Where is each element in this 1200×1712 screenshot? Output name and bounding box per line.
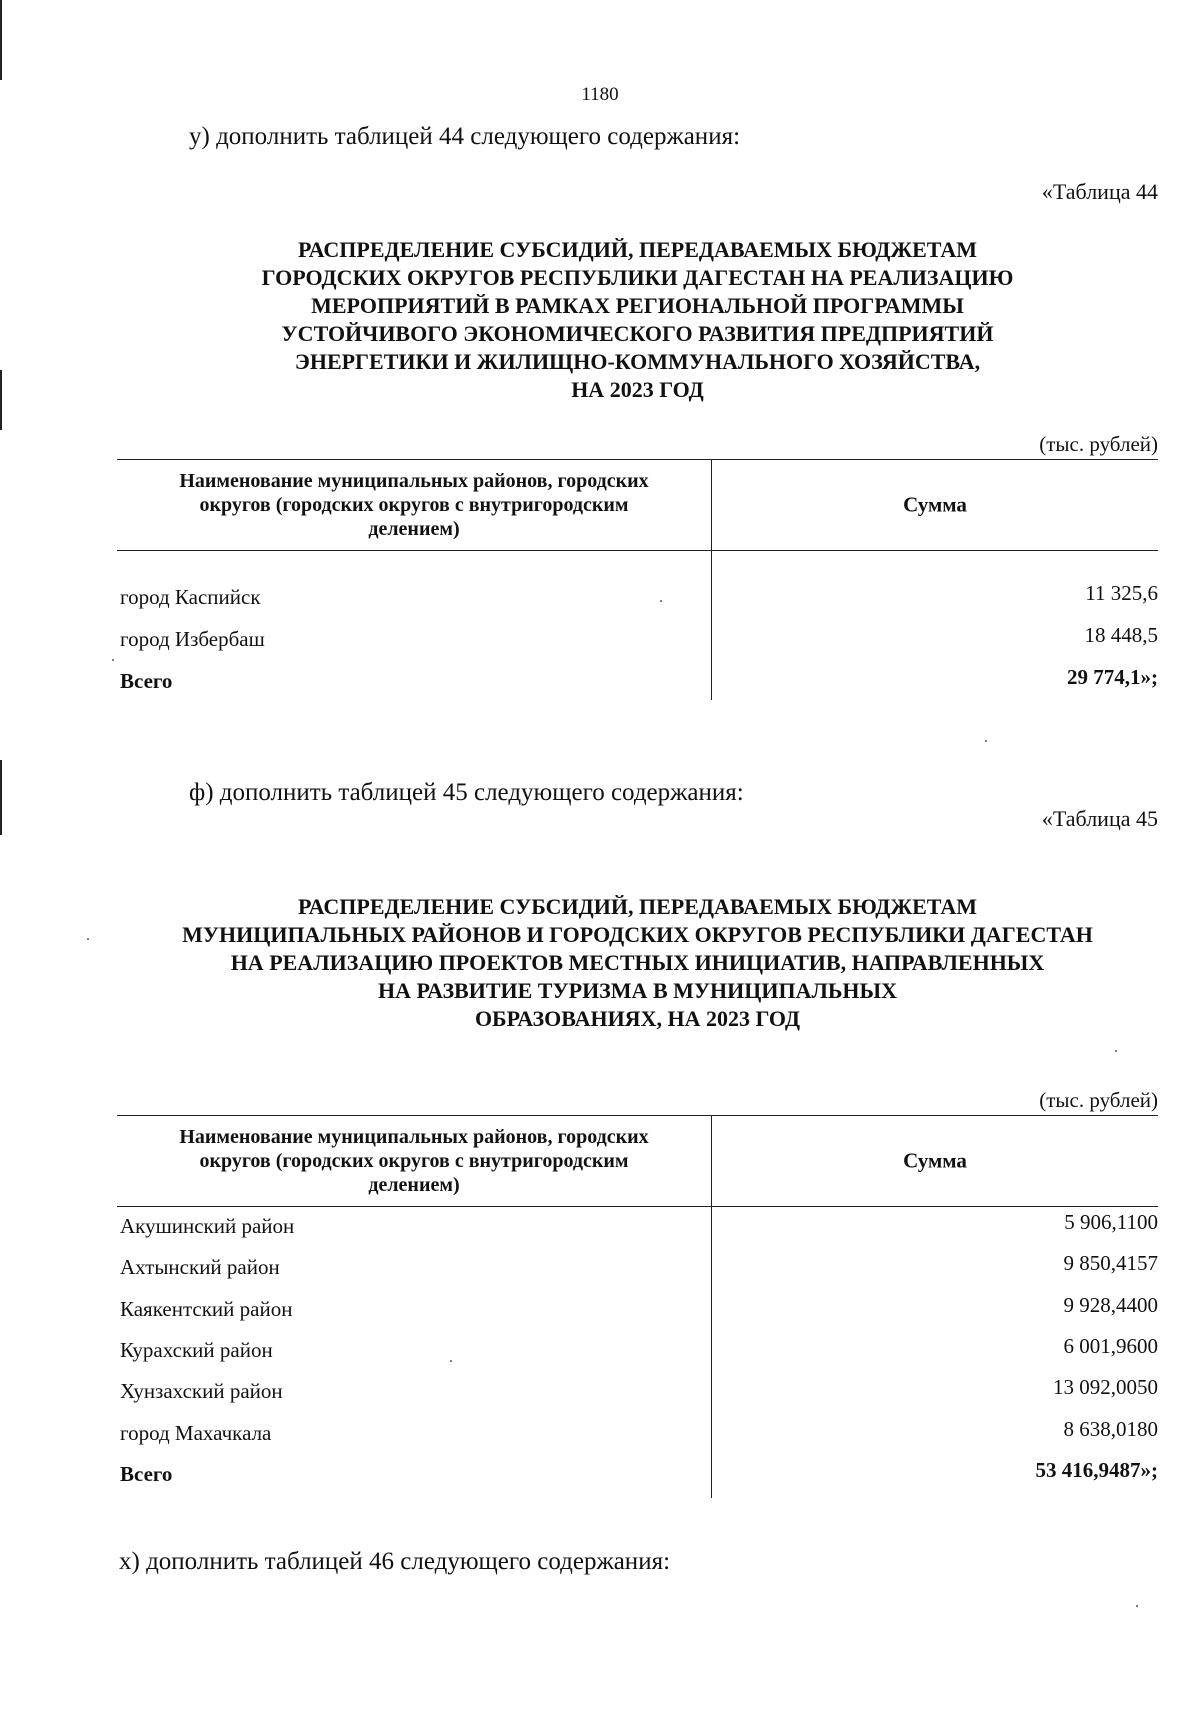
heading-line: НА РЕАЛИЗАЦИЮ ПРОЕКТОВ МЕСТНЫХ ИНИЦИАТИВ, НАПРАВЛЕННЫХ	[230, 950, 1045, 975]
row-name: Каякентский район	[120, 1297, 293, 1321]
total-value: 53 416,9487»;	[1035, 1458, 1158, 1482]
section-kh-intro: х) дополнить таблицей 46 следующего содержания:	[119, 1548, 671, 1575]
table-header	[117, 1115, 1158, 1207]
row-name: город Махачкала	[120, 1421, 272, 1445]
row-value: 6 001,9600	[1063, 1334, 1158, 1358]
column-header-name	[117, 1125, 711, 1197]
total-label: Всего	[120, 669, 173, 693]
column-header-sum-label: Сумма	[903, 1148, 967, 1173]
table-row	[117, 623, 1158, 659]
row-name: город Каспийск	[120, 585, 261, 609]
table-45	[117, 1115, 1158, 1498]
table-45-label: «Таблица 45	[1041, 806, 1158, 831]
table-44-label: «Таблица 44	[1041, 179, 1158, 204]
table-row	[117, 1210, 1158, 1246]
table-body	[117, 1207, 1158, 1498]
table-44	[117, 459, 1158, 700]
column-header-name	[117, 469, 711, 541]
row-value: 18 448,5	[1084, 623, 1158, 647]
heading-line: НА 2023 ГОД	[571, 377, 704, 402]
table-row	[117, 1417, 1158, 1453]
scan-edge-mark	[0, 370, 2, 430]
scan-speck	[660, 600, 662, 602]
column-header-sum-label: Сумма	[903, 492, 967, 517]
scan-edge-mark	[0, 0, 2, 80]
heading-line: НА РАЗВИТИЕ ТУРИЗМА В МУНИЦИПАЛЬНЫХ	[377, 978, 898, 1003]
row-value: 9 850,4157	[1063, 1251, 1158, 1275]
header-line: делением)	[368, 1174, 460, 1196]
header-line: Наименование муниципальных районов, городских	[179, 470, 649, 492]
column-header-sum	[711, 460, 1158, 550]
heading-line: УСТОЙЧИВОГО ЭКОНОМИЧЕСКОГО РАЗВИТИЯ ПРЕДПРИЯТИЙ	[281, 321, 994, 346]
row-value: 13 092,0050	[1053, 1375, 1158, 1399]
table-row	[117, 1293, 1158, 1329]
scan-speck	[1136, 1605, 1138, 1607]
header-line: делением)	[368, 518, 460, 540]
total-label: Всего	[120, 1462, 173, 1486]
section-f-intro: ф) дополнить таблицей 45 следующего содержания:	[189, 779, 744, 806]
table-44-heading	[60, 236, 1200, 404]
table-44-unit: (тыс. рублей)	[1039, 432, 1158, 456]
row-value: 8 638,0180	[1063, 1417, 1158, 1441]
row-value: 5 906,1100	[1064, 1210, 1158, 1234]
row-value: 9 928,4400	[1063, 1293, 1158, 1317]
table-row	[117, 1334, 1158, 1370]
table-body	[117, 551, 1158, 700]
table-45-unit: (тыс. рублей)	[1039, 1088, 1158, 1112]
column-header-sum	[711, 1116, 1158, 1206]
heading-line: ГОРОДСКИХ ОКРУГОВ РЕСПУБЛИКИ ДАГЕСТАН НА РЕАЛИЗАЦИЮ	[261, 265, 1014, 290]
heading-line: ОБРАЗОВАНИЯХ, НА 2023 ГОД	[474, 1006, 801, 1031]
scan-speck	[450, 1360, 452, 1362]
scan-edge-mark	[0, 760, 2, 835]
row-name: Ахтынский район	[120, 1255, 280, 1279]
heading-line: РАСПРЕДЕЛЕНИЕ СУБСИДИЙ, ПЕРЕДАВАЕМЫХ БЮДЖЕТАМ	[298, 237, 977, 262]
scan-speck	[87, 938, 89, 940]
table-header	[117, 459, 1158, 551]
row-name: город Избербаш	[120, 627, 265, 651]
row-name: Курахский район	[120, 1338, 273, 1362]
table-row	[117, 1251, 1158, 1287]
scan-speck	[1115, 1050, 1117, 1052]
header-line: Наименование муниципальных районов, городских	[179, 1126, 649, 1148]
scan-speck	[112, 659, 114, 661]
heading-line: МУНИЦИПАЛЬНЫХ РАЙОНОВ И ГОРОДСКИХ ОКРУГОВ РЕСПУБЛИКИ ДАГЕСТАН	[182, 922, 1093, 947]
total-value: 29 774,1»;	[1067, 665, 1158, 689]
header-line: округов (городских округов с внутригородским	[199, 494, 629, 516]
scan-speck	[985, 740, 987, 742]
heading-line: РАСПРЕДЕЛЕНИЕ СУБСИДИЙ, ПЕРЕДАВАЕМЫХ БЮДЖЕТАМ	[298, 894, 977, 919]
heading-line: МЕРОПРИЯТИЙ В РАМКАХ РЕГИОНАЛЬНОЙ ПРОГРАММЫ	[311, 293, 964, 318]
header-line: округов (городских округов с внутригородским	[199, 1150, 629, 1172]
row-name: Акушинский район	[120, 1214, 295, 1238]
table-row	[117, 1375, 1158, 1411]
table-row	[117, 581, 1158, 617]
row-name: Хунзахский район	[120, 1379, 283, 1403]
table-total-row	[117, 665, 1158, 701]
section-u-intro: у) дополнить таблицей 44 следующего содержания:	[189, 123, 741, 150]
heading-line: ЭНЕРГЕТИКИ И ЖИЛИЩНО-КОММУНАЛЬНОГО ХОЗЯЙСТВА,	[294, 349, 981, 374]
row-value: 11 325,6	[1085, 581, 1158, 605]
page-number: 1180	[581, 84, 619, 105]
table-45-heading	[60, 893, 1200, 1033]
table-total-row	[117, 1458, 1158, 1494]
